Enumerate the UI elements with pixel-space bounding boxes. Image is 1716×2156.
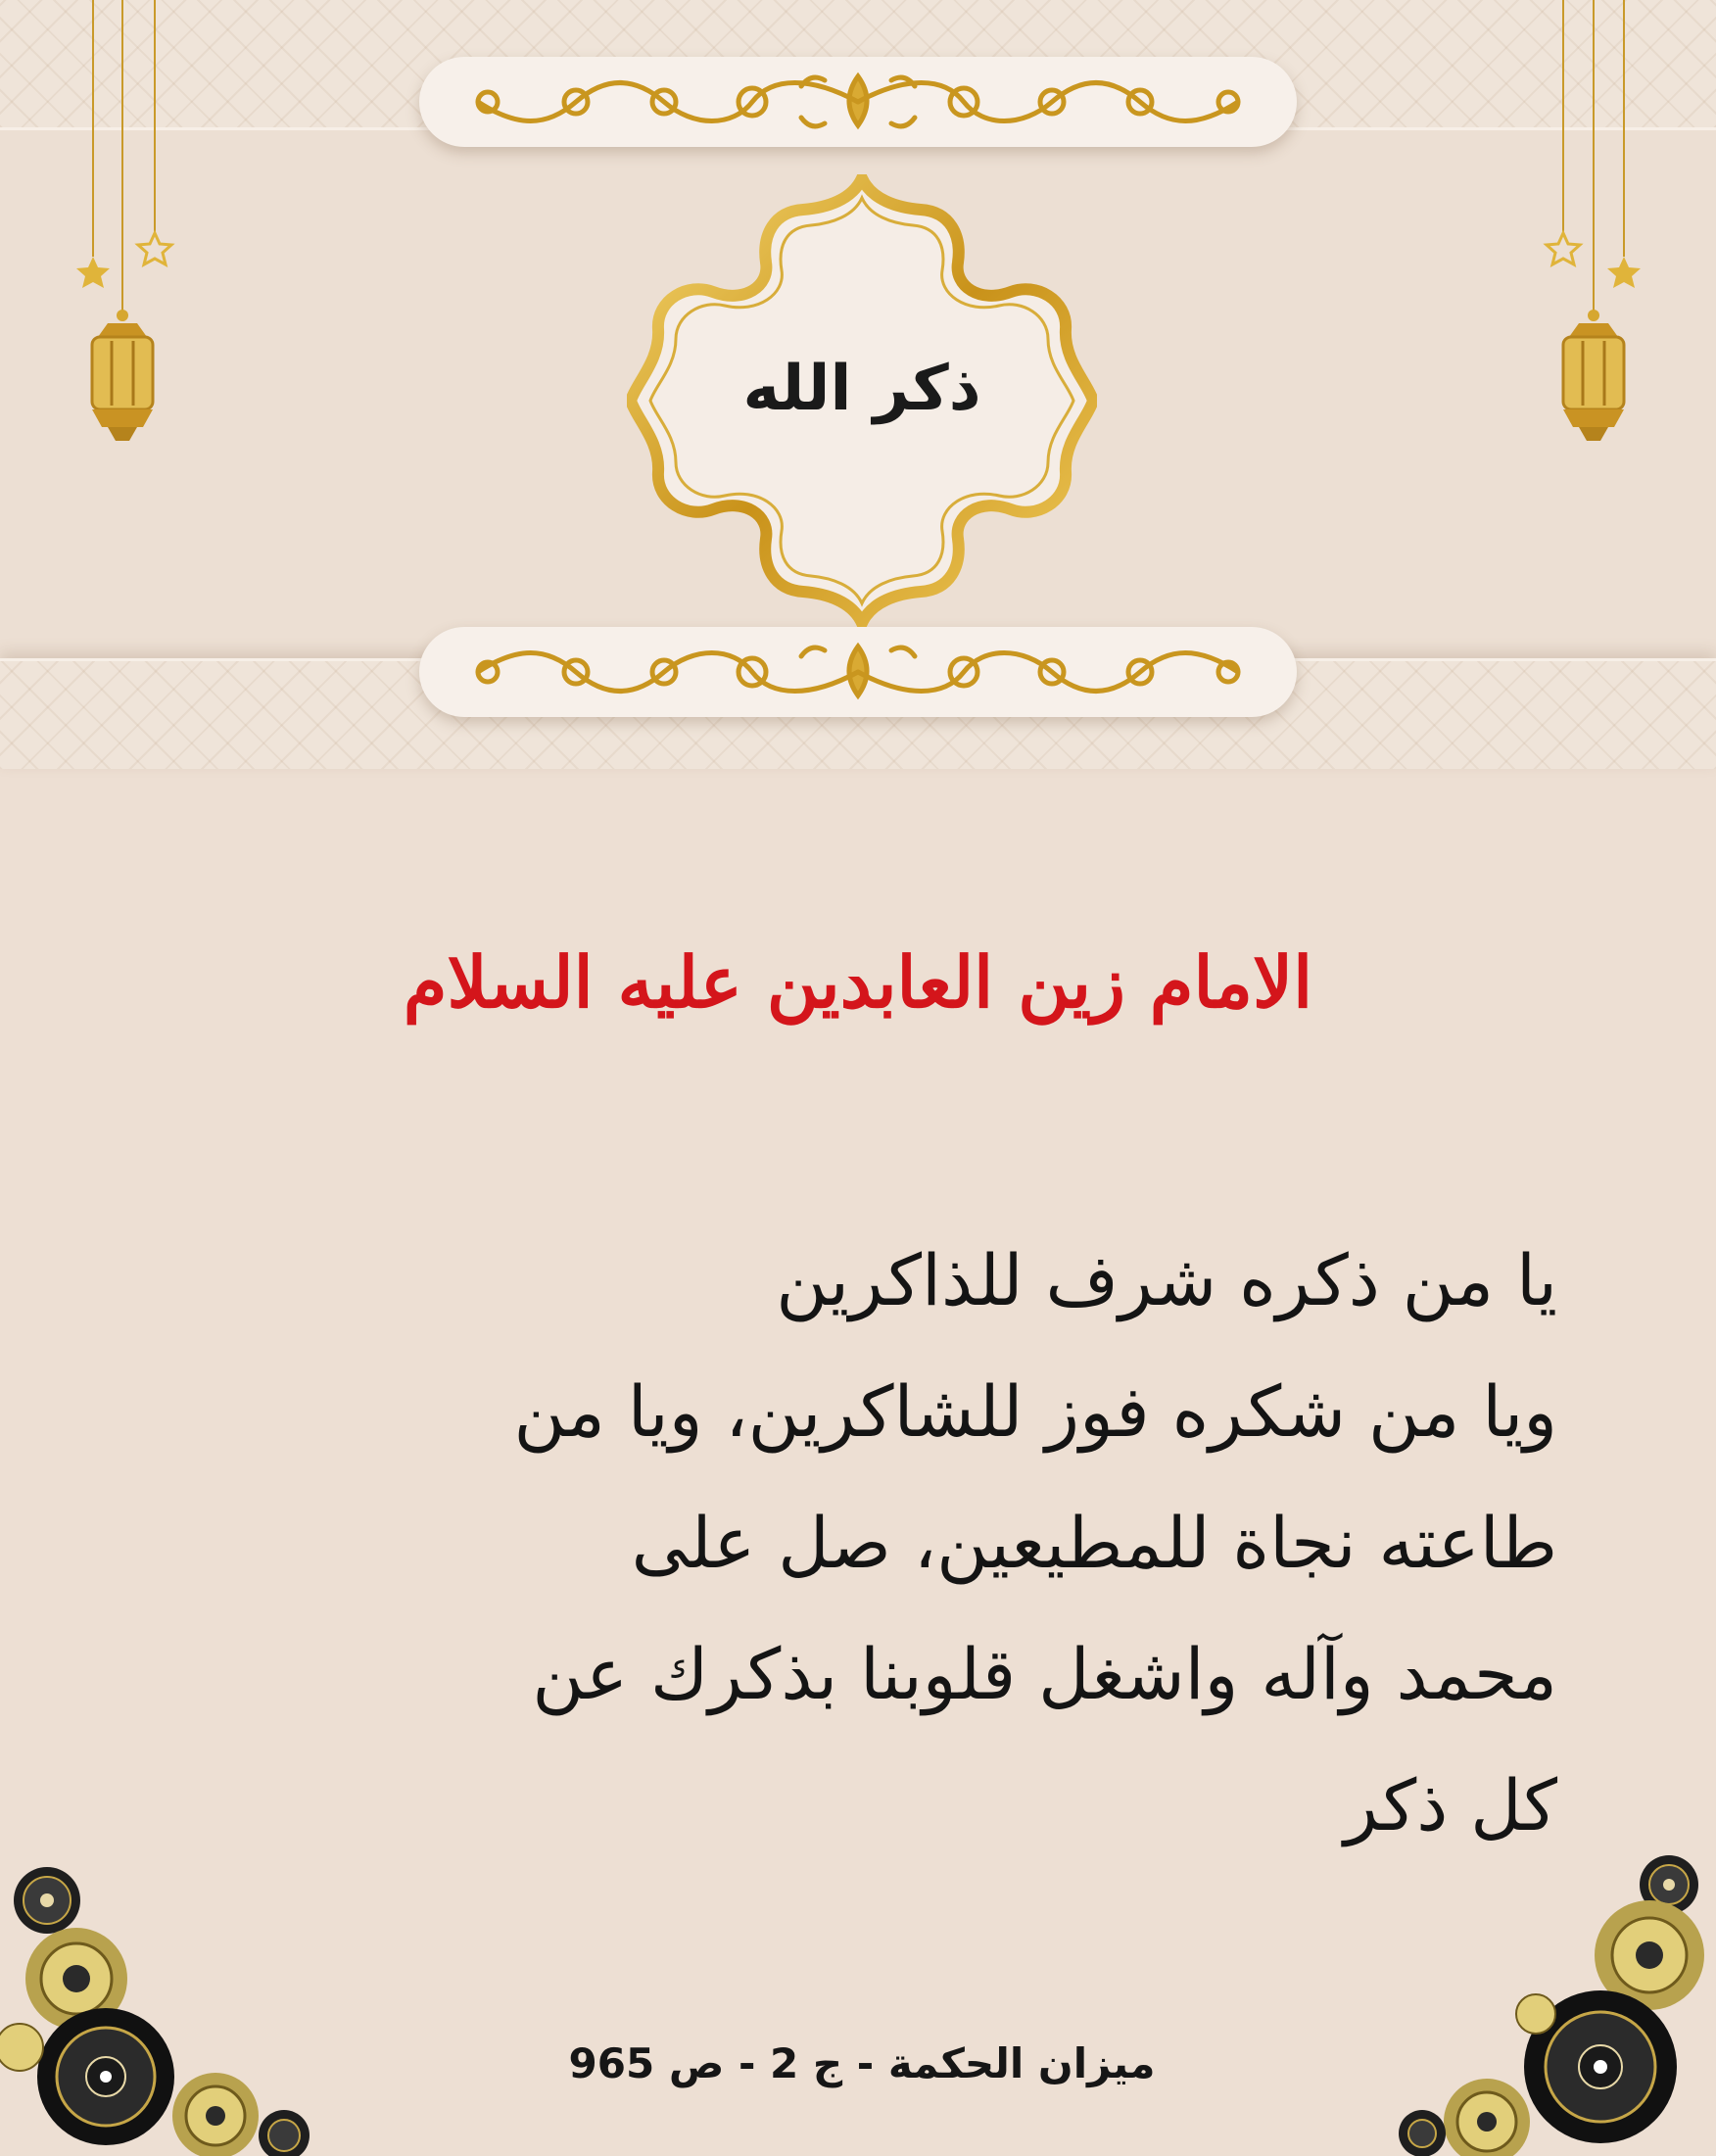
golden-scroll-ornament-icon [419, 627, 1297, 717]
top-scroll-ornament [419, 57, 1297, 147]
star-icon [76, 257, 110, 288]
frame-title: ذكر الله [742, 353, 981, 425]
quote-line: ويا من شكره فوز للشاكرين، ويا من [513, 1370, 1557, 1453]
quote-line: يا من ذكره شرف للذاكرين [776, 1239, 1557, 1321]
flower-cluster-icon [1393, 1842, 1716, 2156]
star-icon [1607, 257, 1641, 288]
flower-cluster-icon [0, 1842, 323, 2156]
quote-line: محمد وآله واشغل قلوبنا بذكرك عن [532, 1633, 1557, 1715]
source-citation: ميزان الحكمة - ج 2 - ص 965 [568, 2039, 1156, 2087]
quote-block [186, 1215, 1557, 1871]
hanging-lantern-icon [1540, 0, 1647, 460]
star-icon [1547, 233, 1580, 264]
golden-scroll-ornament-icon [419, 57, 1297, 147]
quote-line: كل ذكر [1344, 1764, 1557, 1846]
imam-title: الامام زين العابدين عليه السلام [403, 940, 1313, 1024]
hanging-lantern-icon [69, 0, 176, 460]
star-icon [138, 233, 171, 264]
bottom-scroll-ornament [419, 627, 1297, 717]
quote-line: طاعته نجاة للمطيعين، صل على [631, 1502, 1557, 1584]
